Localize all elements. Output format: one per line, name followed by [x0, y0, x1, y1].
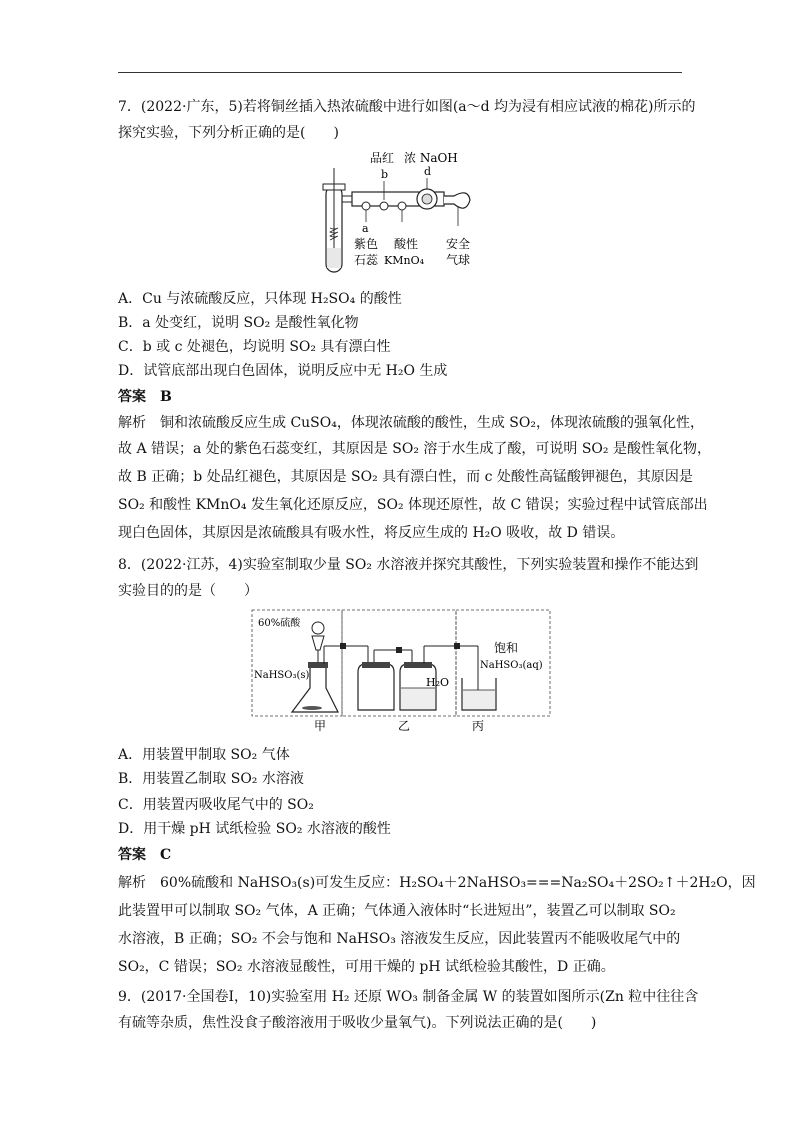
label-naoh: 浓 NaOH: [404, 151, 458, 165]
q9-stem-line1: 9．(2017·全国卷Ⅰ，10)实验室用 H₂ 还原 WO₃ 制备金属 W 的装置如图所示(Zn 粒中往往含: [118, 989, 699, 1005]
q8-stem-line2: 实验目的的是（ ）: [118, 583, 258, 599]
q8-apparatus-figure: [250, 606, 552, 734]
q8-explanation-line2: 此装置甲可以制取 SO₂ 气体，A 正确；气体通入液体时“长进短出”，装置乙可以制取 SO₂: [118, 903, 676, 919]
label-acid: 60%硫酸: [258, 618, 301, 629]
q8-answer: 答案 C: [118, 847, 172, 863]
q7-stem-line1: 7．(2022·广东，5)若将铜丝插入热浓硫酸中进行如图(a～d 均为浸有相应试液的棉花)所示的: [118, 99, 696, 115]
q7-apparatus-figure: [318, 148, 498, 276]
label-baohe: 饱和: [494, 641, 519, 655]
dropping-funnel: [312, 636, 324, 650]
q8-explanation-line1: 解析 60%硫酸和 NaHSO₃(s)可发生反应：H₂SO₄＋2NaHSO₃===Na₂SO₄＋2SO₂↑＋2H₂O，因: [118, 875, 756, 891]
q7-explanation-line5: 现白色固体，其原因是浓硫酸具有吸水性，将反应生成的 H₂O 吸收，故 D 错误。: [118, 525, 625, 541]
label-bing: 丙: [472, 719, 485, 733]
q7-option-a: A．Cu 与浓硫酸反应，只体现 H₂SO₄ 的酸性: [118, 291, 402, 307]
label-anquan: 安全: [446, 237, 471, 251]
label-qiqiu: 气球: [446, 253, 471, 267]
label-shirui: 石蕊: [354, 253, 379, 267]
label-h2o: H₂O: [426, 676, 450, 689]
q8-stem-line1: 8．(2022·江苏，4)实验室制取少量 SO₂ 水溶液并探究其酸性，下列实验装置和操作不能达到: [118, 557, 699, 573]
label-jia: 甲: [314, 719, 327, 733]
q8-option-b: B．用装置乙制取 SO₂ 水溶液: [118, 771, 304, 787]
q7-stem-line2: 探究实验，下列分析正确的是( ): [118, 125, 339, 141]
q7-explanation-line3: 故 B 正确；b 处品红褪色，其原因是 SO₂ 具有漂白性，而 c 处酸性高锰酸钾褪色，其原因是: [118, 469, 693, 485]
q9-stem-line2: 有硫等杂质，焦性没食子酸溶液用于吸收少量氧气)。下列说法正确的是( ): [118, 1015, 597, 1031]
safety-balloon: [444, 193, 470, 208]
q8-option-c: C．用装置丙吸收尾气中的 SO₂: [118, 797, 314, 813]
q7-explanation-line1: 解析 铜和浓硫酸反应生成 CuSO₄，体现浓硫酸的酸性，生成 SO₂，体现浓硫酸的强氧化性，: [118, 415, 704, 431]
q7-option-d: D．试管底部出现白色固体，说明反应中无 H₂O 生成: [118, 363, 448, 379]
label-zise: 紫色: [354, 237, 379, 251]
q7-explanation-line2: 故 A 错误；a 处的紫色石蕊变红，其原因是 SO₂ 溶于水生成了酸，可说明 SO₂ 是酸性氧化物，: [118, 441, 711, 457]
q8-explanation-line3: 水溶液，B 正确；SO₂ 不会与饱和 NaHSO₃ 溶液发生反应，因此装置丙不能吸收尾气中的: [118, 931, 681, 947]
label-yi: 乙: [398, 719, 411, 733]
label-d: d: [424, 165, 432, 178]
q7-option-b: B．a 处变红，说明 SO₂ 是酸性氧化物: [118, 315, 359, 331]
q8-option-a: A．用装置甲制取 SO₂ 气体: [118, 747, 290, 763]
label-suanxing: 酸性: [394, 237, 419, 251]
label-a: a: [362, 222, 369, 235]
q8-explanation-line4: SO₂，C 错误；SO₂ 水溶液显酸性，可用干燥的 pH 试纸检验其酸性，D 正确。: [118, 959, 615, 975]
header-rule: [118, 72, 682, 73]
label-nahso3-aq: NaHSO₃(aq): [480, 660, 543, 671]
label-pinhong: 品红: [370, 151, 395, 165]
q7-explanation-line4: SO₂ 和酸性 KMnO₄ 发生氧化还原反应，SO₂ 体现还原性，故 C 错误；实验过程中试管底部出: [118, 497, 708, 513]
label-b: b: [381, 168, 389, 181]
label-kmno4: KMnO₄: [384, 254, 424, 267]
gas-bottle-1: [358, 664, 394, 710]
q8-option-d: D．用干燥 pH 试纸检验 SO₂ 水溶液的酸性: [118, 821, 391, 837]
label-nahso3-s: NaHSO₃(s): [254, 670, 310, 681]
q7-answer: 答案 B: [118, 389, 172, 405]
q7-option-c: C．b 或 c 处褪色，均说明 SO₂ 具有漂白性: [118, 339, 391, 355]
